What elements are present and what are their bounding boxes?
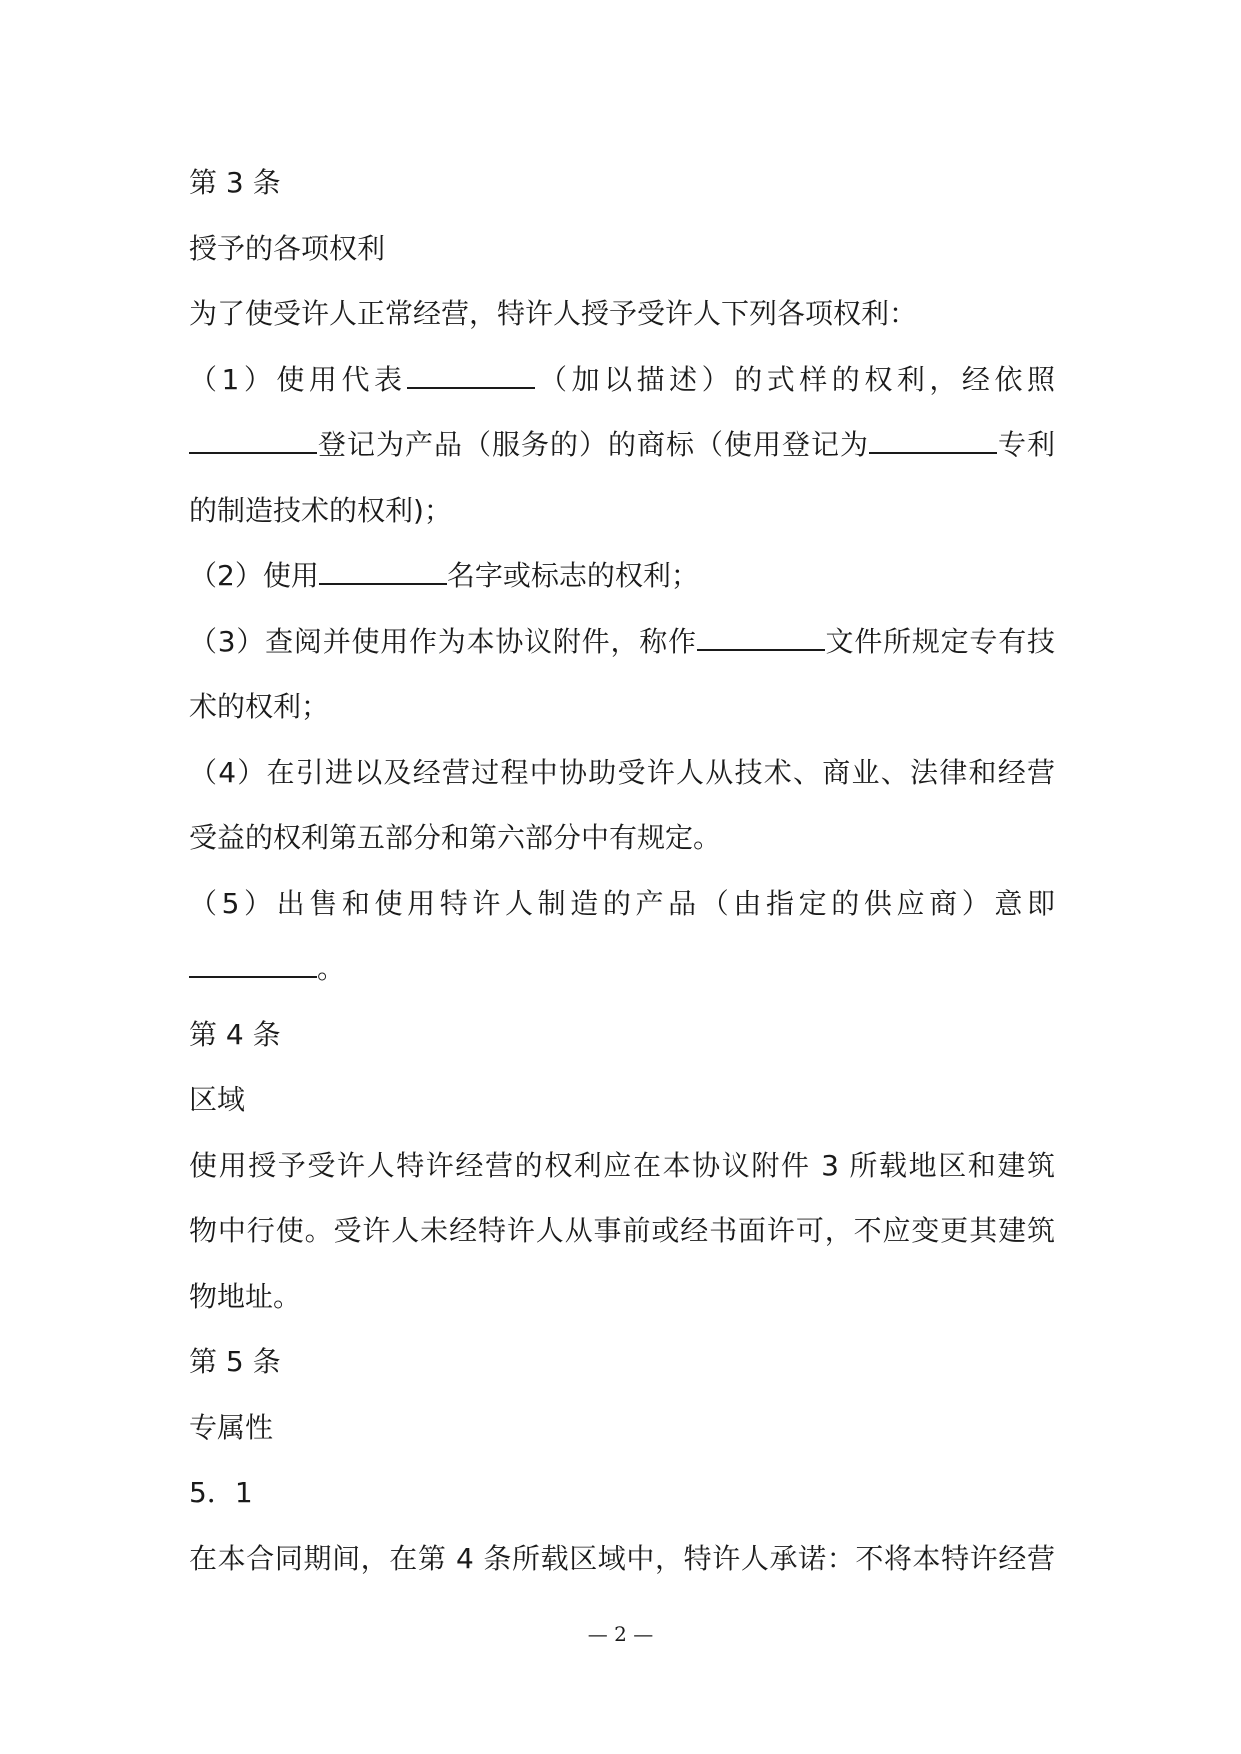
document-body <box>189 150 1055 1591</box>
article-4-line-2: 物中行使。受许人未经特许人从事前或经书面许可，不应变更其建筑 <box>189 1214 1055 1247</box>
article-5-line-1: 在本合同期间，在第 4 条所载区域中，特许人承诺：不将本特许经营 <box>189 1541 1055 1575</box>
item-1-text-c: 登记为产品（服务的）的商标（使用登记为 <box>317 428 869 461</box>
article-3-heading: 第 3 条 <box>189 166 281 199</box>
article-4-line-3: 物地址。 <box>189 1279 302 1313</box>
item-1-line-3: 的制造技术的权利)； <box>189 493 452 527</box>
item-1-text-b: （加以描述）的式样的权利，经依照 <box>534 362 1055 396</box>
blank-field <box>869 432 997 454</box>
article-4-line-1: 使用授予受许人特许经营的权利应在本协议附件 3 所载地区和建筑 <box>189 1148 1055 1182</box>
article-5-heading: 第 5 条 <box>189 1345 281 1378</box>
item-2-text-a: （2）使用 <box>189 559 319 592</box>
article-5-title: 专属性 <box>189 1410 274 1444</box>
item-4-line-1: （4）在引进以及经营过程中协助受许人从技术、商业、法律和经营 <box>189 755 1055 789</box>
item-1-line-1 <box>189 347 1055 413</box>
item-3-text-a: （3）查阅并使用作为本协议附件，称作 <box>189 624 697 658</box>
item-5-line-2 <box>189 936 1055 1002</box>
item-3-text-b: 文件所规定专有技 <box>824 624 1055 658</box>
item-4-line-2: 受益的权利第五部分和第六部分中有规定。 <box>189 821 722 854</box>
article-3-title: 授予的各项权利 <box>189 231 386 265</box>
item-5-end: 。 <box>317 952 346 985</box>
item-5-line-1: （5）出售和使用特许人制造的产品（由指定的供应商）意即 <box>189 886 1055 920</box>
blank-field <box>697 629 825 651</box>
article-4-heading: 第 4 条 <box>189 1017 281 1051</box>
item-1-line-2 <box>189 412 1055 478</box>
blank-field <box>319 563 447 585</box>
article-4-title: 区域 <box>189 1083 246 1116</box>
item-1-text-d: 专利 <box>996 428 1055 461</box>
item-1-text-a: （1）使用代表 <box>189 362 407 396</box>
item-3-line-2: 术的权利； <box>189 690 330 723</box>
clause-5-1: 5．1 <box>189 1476 253 1509</box>
blank-field <box>189 956 317 978</box>
item-3-line-1 <box>189 609 1055 675</box>
page-number: — 2 — <box>587 1622 654 1646</box>
blank-field <box>189 432 317 454</box>
blank-field <box>407 367 535 389</box>
item-2 <box>189 543 1055 609</box>
item-2-text-b: 名字或标志的权利； <box>446 559 699 592</box>
article-3-intro: 为了使受许人正常经营，特许人授予受许人下列各项权利： <box>189 297 918 330</box>
